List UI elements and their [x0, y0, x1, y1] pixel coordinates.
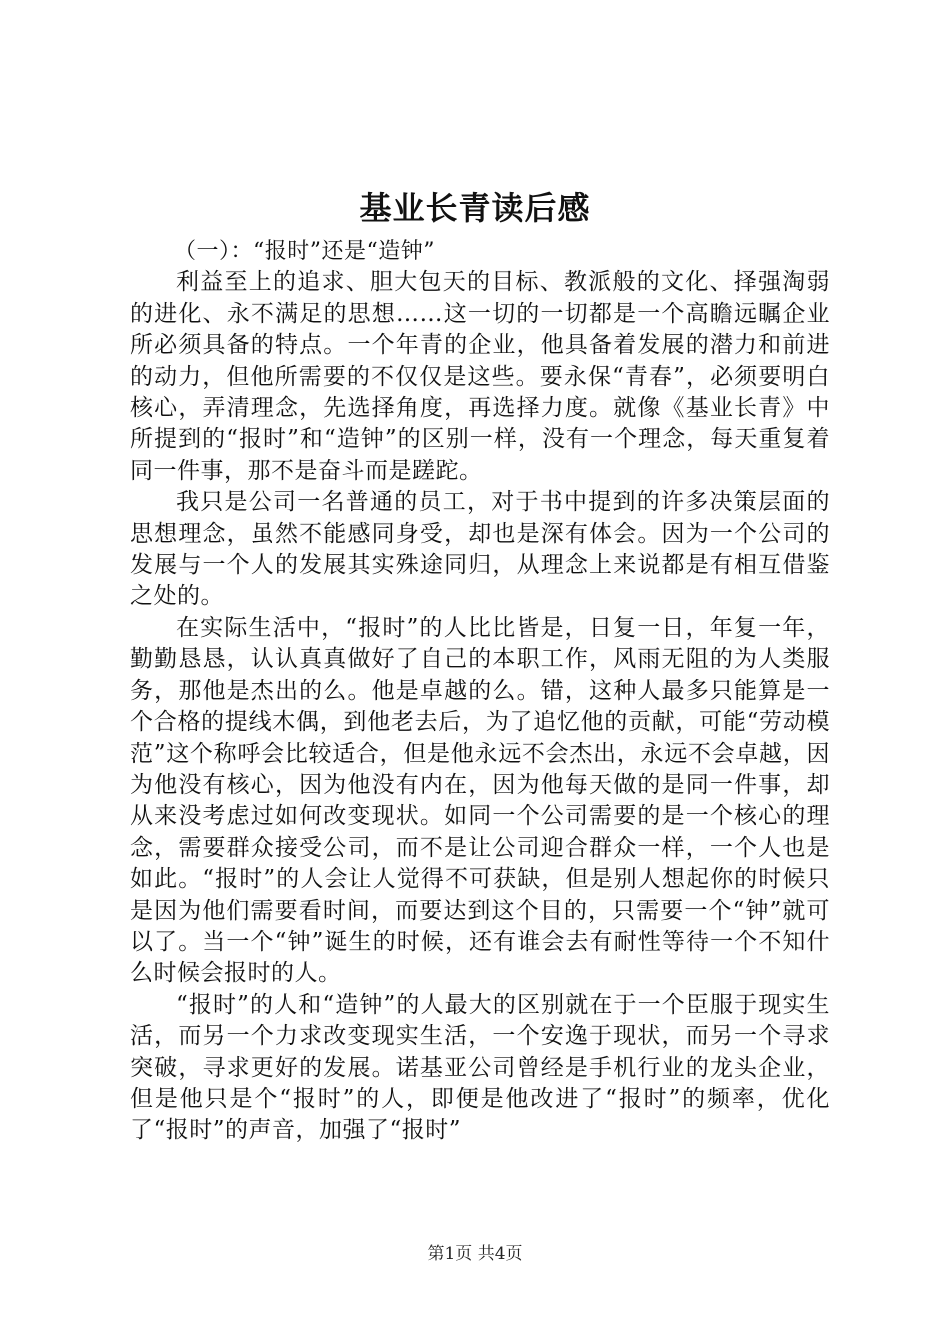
- paragraph-3: 在实际生活中，“报时”的人比比皆是，日复一日，年复一年，勤勤恳恳，认认真真做好了自己的本职工作，风雨无阻的为人类服务，那他是杰出的么。他是卓越的么。错，这种人最多只能算是一个合格的提线木偶，到他老去后，为了追忆他的贡献，可能“劳动模范”这个称呼会比较适合，但是他永远不会杰出，永远不会卓越，因为他没有核心，因为他没有内在，因为他每天做的是同一件事，却从来没考虑过如何改变现状。如同一个公司需要的是一个核心的理念，需要群众接受公司，而不是让公司迎合群众一样，一个人也是如此。“报时”的人会让人觉得不可获缺，但是别人想起你的时候只是因为他们需要看时间，而要达到这个目的，只需要一个“钟”就可以了。当一个“钟”诞生的时候，还有谁会去有耐性等待一个不知什么时候会报时的人。: [130, 614, 830, 987]
- paragraph-1: 利益至上的追求、胆大包天的目标、教派般的文化、择强淘弱的进化、永不满足的思想……这一切的一切都是一个高瞻远瞩企业所必须具备的特点。一个年青的企业，他具备着发展的潜力和前进的动力，但他所需要的不仅仅是这些。要永保“青春”，必须要明白核心，弄清理念，先选择角度，再选择力度。就像《基业长青》中所提到的“报时”和“造钟”的区别一样，没有一个理念，每天重复着同一件事，那不是奋斗而是蹉跎。: [130, 269, 830, 484]
- paragraph-2: 我只是公司一名普通的员工，对于书中提到的许多决策层面的思想理念，虽然不能感同身受，却也是深有体会。因为一个公司的发展与一个人的发展其实殊途同归，从理念上来说都是有相互借鉴之处的。: [130, 489, 830, 610]
- section-subheading: （一）：“报时”还是“造钟”: [174, 239, 435, 264]
- paragraph-4: “报时”的人和“造钟”的人最大的区别就在于一个臣服于现实生活，而另一个力求改变现实生活，一个安逸于现状，而另一个寻求突破，寻求更好的发展。诺基亚公司曾经是手机行业的龙头企业，但是他只是个“报时”的人，即便是他改进了“报时”的频率，优化了“报时”的声音，加强了“报时”: [130, 991, 830, 1144]
- document-body: [130, 236, 830, 1147]
- document-title: 基业长青读后感: [359, 189, 591, 227]
- page-footer: 第1页 共4页: [427, 1244, 523, 1264]
